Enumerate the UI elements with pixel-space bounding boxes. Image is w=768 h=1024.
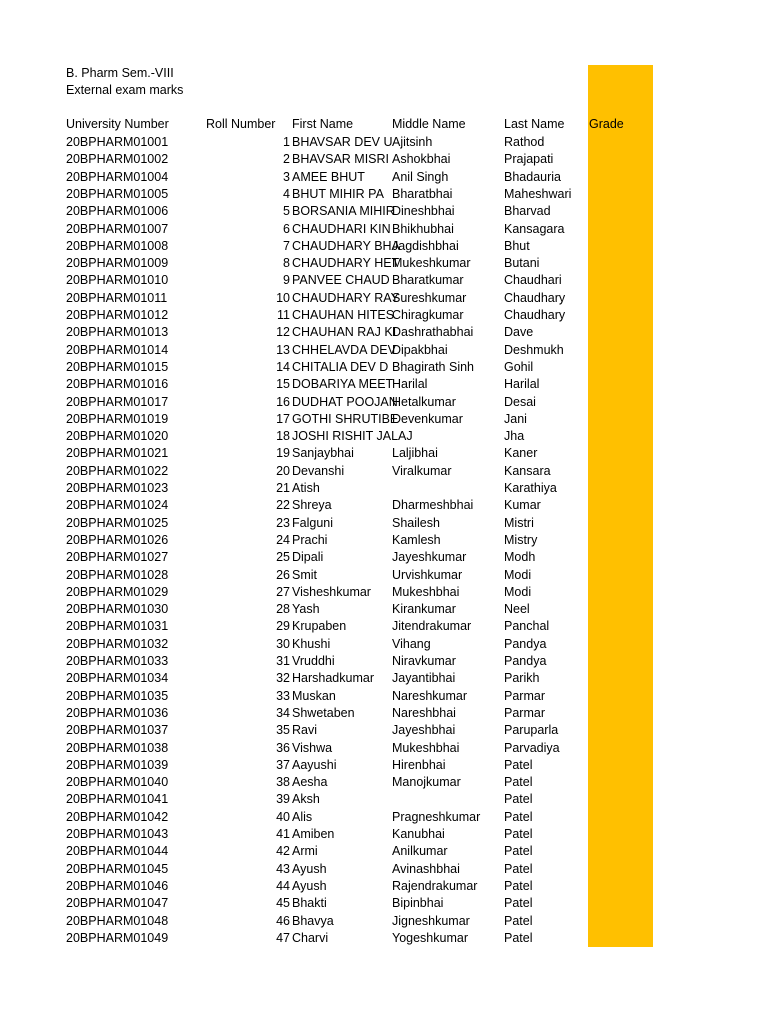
cell-university-number: 20BPHARM01030 [66, 602, 169, 617]
header-grade: Grade [589, 117, 624, 131]
cell-last-name: Chaudhary [504, 290, 566, 305]
cell-first-name: BORSANIA MIHIR [292, 204, 395, 219]
cell-university-number: 20BPHARM01021 [66, 446, 169, 461]
cell-middle-name: Yogeshkumar [392, 930, 468, 945]
cell-middle-name: Laljibhai [392, 446, 438, 461]
table-row [0, 722, 768, 739]
cell-university-number: 20BPHARM01026 [66, 532, 169, 547]
cell-roll-number: 40 [276, 809, 290, 824]
cell-university-number: 20BPHARM01008 [66, 238, 169, 253]
table-row [0, 532, 768, 549]
table-row [0, 549, 768, 566]
cell-roll-number: 18 [276, 429, 290, 444]
cell-first-name: CHAUDHARY BHA [292, 238, 400, 253]
table-row [0, 913, 768, 930]
cell-roll-number: 46 [276, 913, 290, 928]
cell-roll-number: 29 [276, 619, 290, 634]
cell-first-name: Visheshkumar [292, 584, 371, 599]
cell-roll-number: 1 [283, 135, 290, 149]
cell-middle-name: Devenkumar [392, 411, 463, 426]
cell-university-number: 20BPHARM01036 [66, 705, 169, 720]
cell-last-name: Mistry [504, 532, 538, 547]
cell-middle-name: Jayantibhai [392, 671, 456, 686]
cell-university-number: 20BPHARM01014 [66, 342, 169, 357]
cell-university-number: 20BPHARM01010 [66, 273, 169, 288]
cell-university-number: 20BPHARM01006 [66, 204, 169, 219]
cell-first-name: GOTHI SHRUTIBE [292, 411, 399, 426]
cell-first-name: Sanjaybhai [292, 446, 354, 461]
cell-middle-name: Rajendrakumar [392, 878, 478, 893]
cell-roll-number: 33 [276, 688, 290, 703]
cell-first-name: Ravi [292, 723, 318, 738]
cell-first-name: JOSHI RISHIT JALAJ [292, 429, 413, 444]
cell-university-number: 20BPHARM01034 [66, 671, 169, 686]
table-row [0, 843, 768, 860]
cell-last-name: Panchal [504, 619, 550, 634]
cell-last-name: Parmar [504, 705, 545, 720]
cell-middle-name: Sureshkumar [392, 290, 467, 305]
cell-last-name: Deshmukh [504, 342, 564, 357]
cell-first-name: Ayush [292, 878, 327, 893]
cell-roll-number: 25 [276, 550, 290, 565]
cell-university-number: 20BPHARM01020 [66, 429, 169, 444]
cell-first-name: BHAVSAR MISRI [292, 152, 390, 167]
table-row [0, 601, 768, 618]
table-row [0, 359, 768, 376]
cell-roll-number: 10 [276, 290, 290, 305]
cell-university-number: 20BPHARM01023 [66, 481, 169, 495]
cell-last-name: Patel [504, 844, 533, 859]
cell-university-number: 20BPHARM01013 [66, 325, 169, 340]
cell-last-name: Modi [504, 584, 532, 599]
cell-university-number: 20BPHARM01009 [66, 256, 169, 271]
table-row [0, 376, 768, 393]
cell-roll-number: 21 [276, 481, 290, 495]
table-row [0, 791, 768, 808]
cell-university-number: 20BPHARM01024 [66, 498, 169, 513]
cell-first-name: BHAVSAR DEV U [292, 135, 393, 149]
table-row [0, 740, 768, 757]
cell-middle-name: Bharatkumar [392, 273, 464, 288]
cell-university-number: 20BPHARM01015 [66, 359, 169, 374]
header-middle-name: Middle Name [392, 117, 466, 131]
table-row [0, 705, 768, 722]
cell-middle-name: Mukeshbhai [392, 740, 460, 755]
cell-first-name: Ayush [292, 861, 327, 876]
cell-university-number: 20BPHARM01045 [66, 861, 169, 876]
cell-roll-number: 11 [277, 308, 290, 322]
table-row [0, 445, 768, 462]
cell-roll-number: 42 [276, 844, 290, 859]
cell-last-name: Karathiya [504, 481, 557, 495]
cell-first-name: DOBARIYA MEET [292, 377, 394, 392]
cell-middle-name: Dineshbhai [392, 204, 455, 219]
cell-last-name: Patel [504, 809, 533, 824]
table-row [0, 203, 768, 220]
cell-university-number: 20BPHARM01040 [66, 775, 169, 790]
table-row [0, 653, 768, 670]
cell-middle-name: Shailesh [392, 515, 440, 530]
cell-middle-name: Anil Singh [392, 169, 449, 184]
cell-university-number: 20BPHARM01028 [66, 567, 169, 582]
cell-first-name: Aksh [292, 792, 320, 807]
cell-middle-name: Bhikhubhai [392, 221, 454, 236]
header-roll-number: Roll Number [206, 117, 276, 131]
cell-roll-number: 32 [276, 671, 290, 686]
table-row [0, 324, 768, 341]
cell-university-number: 20BPHARM01032 [66, 636, 169, 651]
cell-university-number: 20BPHARM01012 [66, 308, 169, 322]
cell-university-number: 20BPHARM01042 [66, 809, 169, 824]
cell-roll-number: 36 [276, 740, 290, 755]
cell-university-number: 20BPHARM01001 [66, 135, 169, 149]
cell-first-name: Bhavya [292, 913, 334, 928]
cell-university-number: 20BPHARM01044 [66, 844, 169, 859]
table-header-row [0, 116, 768, 133]
cell-roll-number: 28 [276, 602, 290, 617]
cell-last-name: Jha [504, 429, 525, 444]
table-row [0, 688, 768, 705]
cell-middle-name: Manojkumar [392, 775, 461, 790]
cell-last-name: Paruparla [504, 723, 559, 738]
cell-last-name: Pandya [504, 654, 547, 668]
table-row [0, 895, 768, 912]
cell-last-name: Patel [504, 757, 533, 772]
cell-first-name: Amiben [292, 827, 335, 841]
cell-last-name: Prajapati [504, 152, 554, 167]
cell-middle-name: Jayeshkumar [392, 550, 467, 565]
cell-university-number: 20BPHARM01037 [66, 723, 169, 738]
cell-university-number: 20BPHARM01041 [66, 792, 169, 807]
cell-university-number: 20BPHARM01048 [66, 913, 169, 928]
cell-roll-number: 23 [276, 515, 290, 530]
table-row [0, 497, 768, 514]
cell-roll-number: 6 [283, 221, 290, 236]
cell-middle-name: Jayeshbhai [392, 723, 456, 738]
cell-first-name: AMEE BHUT [292, 169, 365, 184]
cell-roll-number: 39 [276, 792, 290, 807]
cell-roll-number: 13 [276, 342, 290, 357]
cell-last-name: Patel [504, 878, 533, 893]
cell-roll-number: 47 [276, 930, 290, 945]
cell-last-name: Patel [504, 896, 533, 911]
cell-roll-number: 14 [276, 359, 290, 374]
cell-roll-number: 30 [276, 636, 290, 651]
cell-middle-name: Jigneshkumar [392, 913, 470, 928]
cell-last-name: Desai [504, 394, 536, 409]
cell-university-number: 20BPHARM01004 [66, 169, 169, 184]
cell-middle-name: Urvishkumar [392, 567, 463, 582]
cell-university-number: 20BPHARM01033 [66, 654, 169, 668]
table-row [0, 670, 768, 687]
table-row [0, 411, 768, 428]
cell-university-number: 20BPHARM01007 [66, 221, 169, 236]
cell-middle-name: Nareshbhai [392, 705, 456, 720]
cell-roll-number: 41 [276, 827, 290, 841]
table-row [0, 342, 768, 359]
cell-first-name: Muskan [292, 688, 336, 703]
cell-roll-number: 43 [276, 861, 290, 876]
cell-roll-number: 20 [276, 463, 290, 478]
cell-first-name: Atish [292, 481, 320, 495]
cell-last-name: Butani [504, 256, 540, 271]
cell-first-name: BHUT MIHIR PA [292, 186, 384, 201]
cell-first-name: CHAUDHARY HET [292, 256, 400, 271]
table-row [0, 584, 768, 601]
table-row [0, 290, 768, 307]
cell-university-number: 20BPHARM01016 [66, 377, 169, 392]
cell-university-number: 20BPHARM01049 [66, 930, 169, 945]
cell-last-name: Kansagara [504, 221, 565, 236]
cell-middle-name: Dashrathabhai [392, 325, 474, 340]
cell-first-name: CHAUDHARY RAY [292, 290, 399, 305]
cell-middle-name: Mukeshbhai [392, 584, 460, 599]
cell-roll-number: 19 [276, 446, 290, 461]
table-row [0, 428, 768, 445]
cell-roll-number: 3 [283, 169, 290, 184]
document-title: B. Pharm Sem.-VIII [66, 66, 174, 80]
cell-middle-name: Anilkumar [392, 844, 448, 859]
cell-university-number: 20BPHARM01002 [66, 152, 169, 167]
table-row [0, 567, 768, 584]
cell-first-name: CHAUHAN HITES [292, 308, 395, 322]
cell-roll-number: 45 [276, 896, 290, 911]
cell-roll-number: 24 [276, 532, 290, 547]
cell-roll-number: 37 [276, 757, 290, 772]
cell-roll-number: 15 [276, 377, 290, 392]
cell-roll-number: 35 [276, 723, 290, 738]
cell-last-name: Maheshwari [504, 186, 572, 201]
cell-roll-number: 8 [283, 256, 290, 271]
cell-university-number: 20BPHARM01011 [66, 290, 168, 305]
cell-last-name: Rathod [504, 135, 545, 149]
table-row [0, 480, 768, 497]
document-subtitle: External exam marks [66, 83, 184, 97]
header-last-name: Last Name [504, 117, 565, 131]
cell-first-name: Vishwa [292, 740, 333, 755]
cell-first-name: Yash [292, 602, 320, 617]
cell-middle-name: Bhagirath Sinh [392, 359, 475, 374]
cell-roll-number: 31 [276, 654, 290, 668]
cell-roll-number: 27 [276, 584, 290, 599]
cell-middle-name: Ashokbhai [392, 152, 451, 167]
cell-last-name: Patel [504, 913, 533, 928]
cell-first-name: Aayushi [292, 757, 337, 772]
cell-first-name: Krupaben [292, 619, 347, 634]
cell-university-number: 20BPHARM01046 [66, 878, 169, 893]
cell-middle-name: Jitendrakumar [392, 619, 472, 634]
cell-university-number: 20BPHARM01027 [66, 550, 169, 565]
cell-last-name: Parikh [504, 671, 540, 686]
cell-last-name: Mistri [504, 515, 534, 530]
cell-last-name: Bharvad [504, 204, 551, 219]
cell-first-name: Harshadkumar [292, 671, 374, 686]
cell-middle-name: Nareshkumar [392, 688, 468, 703]
cell-middle-name: Jagdishbhai [392, 238, 459, 253]
cell-university-number: 20BPHARM01017 [66, 394, 169, 409]
cell-university-number: 20BPHARM01019 [66, 411, 169, 426]
cell-last-name: Jani [504, 411, 527, 426]
cell-first-name: CHHELAVDA DEV [292, 342, 396, 357]
table-row [0, 809, 768, 826]
cell-middle-name: Dipakbhai [392, 342, 448, 357]
cell-first-name: PANVEE CHAUD [292, 273, 390, 288]
cell-middle-name: Hetalkumar [392, 394, 456, 409]
cell-middle-name: Viralkumar [392, 463, 452, 478]
table-row [0, 636, 768, 653]
cell-last-name: Bhadauria [504, 169, 561, 184]
table-row [0, 463, 768, 480]
cell-last-name: Patel [504, 930, 533, 945]
cell-last-name: Neel [504, 602, 530, 617]
cell-last-name: Patel [504, 861, 533, 876]
cell-university-number: 20BPHARM01025 [66, 515, 169, 530]
cell-university-number: 20BPHARM01035 [66, 688, 169, 703]
table-row [0, 930, 768, 947]
cell-middle-name: Vihang [392, 636, 431, 651]
cell-last-name: Parvadiya [504, 740, 560, 755]
cell-last-name: Chaudhary [504, 308, 566, 322]
cell-last-name: Kumar [504, 498, 541, 513]
table-row [0, 307, 768, 324]
cell-middle-name: Hirenbhai [392, 757, 446, 772]
cell-middle-name: Bipinbhai [392, 896, 444, 911]
cell-last-name: Gohil [504, 359, 534, 374]
table-row [0, 186, 768, 203]
cell-university-number: 20BPHARM01047 [66, 896, 169, 911]
table-row [0, 515, 768, 532]
cell-last-name: Bhut [504, 238, 530, 253]
table-row [0, 255, 768, 272]
table-row [0, 618, 768, 635]
table-row [0, 394, 768, 411]
cell-first-name: Charvi [292, 930, 329, 945]
cell-middle-name: Ajitsinh [392, 135, 433, 149]
cell-roll-number: 44 [276, 878, 290, 893]
cell-middle-name: Harilal [392, 377, 428, 392]
cell-last-name: Pandya [504, 636, 547, 651]
cell-last-name: Kaner [504, 446, 538, 461]
table-row [0, 826, 768, 843]
cell-middle-name: Bharatbhai [392, 186, 453, 201]
cell-last-name: Patel [504, 827, 533, 841]
cell-first-name: CHITALIA DEV D [292, 359, 389, 374]
cell-middle-name: Kamlesh [392, 532, 441, 547]
cell-first-name: Armi [292, 844, 318, 859]
cell-last-name: Patel [504, 792, 533, 807]
cell-first-name: Shreya [292, 498, 332, 513]
cell-roll-number: 12 [276, 325, 290, 340]
cell-middle-name: Niravkumar [392, 654, 456, 668]
cell-middle-name: Kanubhai [392, 827, 445, 841]
table-row [0, 151, 768, 168]
cell-roll-number: 38 [276, 775, 290, 790]
cell-university-number: 20BPHARM01022 [66, 463, 169, 478]
cell-last-name: Patel [504, 775, 533, 790]
cell-last-name: Parmar [504, 688, 545, 703]
cell-middle-name: Pragneshkumar [392, 809, 481, 824]
cell-first-name: Bhakti [292, 896, 327, 911]
table-row [0, 134, 768, 151]
cell-first-name: Shwetaben [292, 705, 355, 720]
cell-roll-number: 26 [276, 567, 290, 582]
cell-roll-number: 22 [276, 498, 290, 513]
cell-university-number: 20BPHARM01039 [66, 757, 169, 772]
cell-first-name: Vruddhi [292, 654, 335, 668]
table-row [0, 238, 768, 255]
cell-roll-number: 5 [283, 204, 290, 219]
cell-first-name: CHAUDHARI KIN [292, 221, 391, 236]
cell-last-name: Kansara [504, 463, 551, 478]
cell-roll-number: 17 [276, 411, 290, 426]
table-row [0, 878, 768, 895]
cell-roll-number: 16 [276, 394, 290, 409]
cell-university-number: 20BPHARM01038 [66, 740, 169, 755]
cell-roll-number: 7 [283, 238, 290, 253]
cell-last-name: Chaudhari [504, 273, 562, 288]
table-row [0, 221, 768, 238]
table-row [0, 757, 768, 774]
cell-middle-name: Chiragkumar [392, 308, 464, 322]
cell-last-name: Modh [504, 550, 536, 565]
cell-middle-name: Mukeshkumar [392, 256, 471, 271]
cell-university-number: 20BPHARM01005 [66, 186, 169, 201]
cell-middle-name: Avinashbhai [392, 861, 460, 876]
cell-first-name: Devanshi [292, 463, 345, 478]
cell-first-name: DUDHAT POOJAN [292, 394, 398, 409]
cell-university-number: 20BPHARM01031 [66, 619, 169, 634]
header-university-number: University Number [66, 117, 169, 131]
cell-last-name: Dave [504, 325, 534, 340]
cell-middle-name: Kirankumar [392, 602, 456, 617]
cell-first-name: Dipali [292, 550, 324, 565]
table-row [0, 272, 768, 289]
cell-middle-name: Dharmeshbhai [392, 498, 474, 513]
table-row [0, 861, 768, 878]
cell-roll-number: 9 [283, 273, 290, 288]
cell-roll-number: 34 [276, 705, 290, 720]
cell-first-name: Prachi [292, 532, 328, 547]
cell-first-name: Khushi [292, 636, 331, 651]
cell-first-name: Aesha [292, 775, 328, 790]
cell-last-name: Modi [504, 567, 532, 582]
cell-first-name: Alis [292, 809, 313, 824]
table-row [0, 169, 768, 186]
cell-first-name: Smit [292, 567, 317, 582]
cell-roll-number: 2 [283, 152, 290, 167]
cell-roll-number: 4 [283, 186, 290, 201]
cell-first-name: CHAUHAN RAJ KI [292, 325, 397, 340]
cell-first-name: Falguni [292, 515, 333, 530]
cell-university-number: 20BPHARM01043 [66, 827, 169, 841]
cell-last-name: Harilal [504, 377, 540, 392]
cell-university-number: 20BPHARM01029 [66, 584, 169, 599]
table-row [0, 774, 768, 791]
header-first-name: First Name [292, 117, 354, 131]
